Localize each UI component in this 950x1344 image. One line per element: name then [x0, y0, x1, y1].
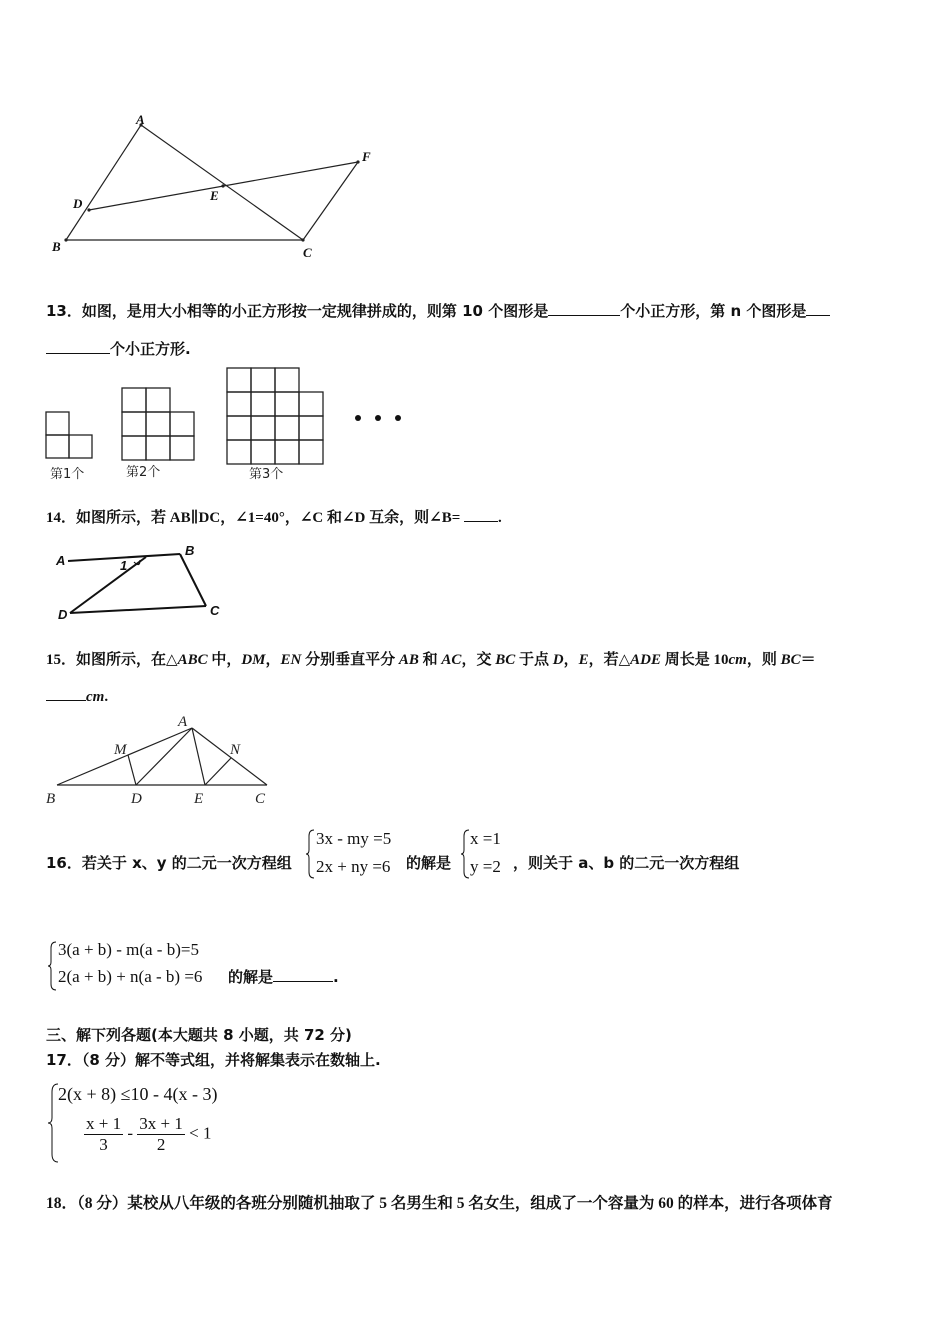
figure-label-2: 第2个: [126, 465, 161, 480]
label-c: C: [210, 603, 220, 618]
figure-triangle-abc-def: [40, 110, 390, 260]
section-3-title: 三、解下列各题(本大题共 8 小题，共 72 分): [46, 1026, 352, 1044]
solution-line2: y =2: [470, 857, 501, 876]
answer-blank[interactable]: [46, 339, 110, 354]
question-16-text3: ，则关于 a、b 的二元一次方程组: [513, 854, 740, 872]
question-13-line1: 13．如图，是用大小相等的小正方形按一定规律拼成的，则第 10 个图形是 个小正方形，第 n 个图形是: [46, 300, 830, 321]
label-d: D: [58, 607, 68, 622]
system-1-line1: 3x - my =5: [316, 829, 392, 848]
label-b: B: [185, 543, 195, 558]
label-f: F: [362, 149, 371, 164]
system-1-line2: 2x + ny =6: [316, 857, 391, 876]
answer-blank[interactable]: [464, 507, 498, 522]
fraction: $\frac{x + 1}{3}$: [86, 1114, 122, 1154]
system-2-line2: 2(a + b) + n(a - b) =6: [58, 967, 203, 986]
question-15-line2: cm.: [46, 686, 108, 706]
answer-blank[interactable]: [46, 686, 86, 701]
answer-blank[interactable]: [806, 301, 830, 316]
label-e: E: [194, 791, 204, 807]
ellipsis-dot: [375, 415, 381, 421]
question-16-line1: 16．若关于 x、y 的二元一次方程组: [46, 854, 292, 872]
figure-label-1: 第1个: [50, 467, 85, 482]
label-a: A: [56, 553, 66, 568]
brace-icon: [306, 828, 316, 880]
figure-label-3: 第3个: [249, 467, 284, 482]
answer-blank[interactable]: [548, 301, 620, 316]
question-16-text2: 的解是: [406, 854, 452, 872]
label-a: A: [178, 714, 188, 730]
ellipsis-dot: [395, 415, 401, 421]
question-17: 17．（8 分）解不等式组，并将解集表示在数轴上.: [46, 1051, 381, 1069]
figure-trapezoid-abcd: [48, 540, 238, 630]
question-14: 14．如图所示，若 AB∥DC，∠1=40°，∠C 和∠D 互余，则∠B= .: [46, 506, 502, 527]
answer-blank[interactable]: [273, 967, 333, 982]
figure-square-patterns: [40, 364, 420, 484]
label-m: M: [114, 742, 127, 758]
label-b: B: [52, 239, 61, 254]
label-c: C: [303, 245, 312, 260]
figure-triangle-abc-mn: [40, 712, 280, 807]
label-c: C: [255, 791, 266, 807]
label-b: B: [46, 791, 56, 807]
question-15-line1: 15．如图所示，在△ABC 中，DM，EN 分别垂直平分 AB 和 AC，交 BC 于点 D，E，若△ADE 周长是 10cm，则 BC＝: [46, 652, 816, 668]
inequality-1: 2(x + 8) ≤10 - 4(x - 3): [58, 1084, 218, 1104]
question-16-text4: 的解是 .: [228, 968, 339, 986]
label-d: D: [73, 196, 83, 211]
question-13-line2: 个小正方形.: [46, 338, 191, 359]
angle-1-label: 1: [120, 558, 128, 573]
label-d: D: [131, 791, 142, 807]
brace-icon: [48, 940, 58, 992]
inequality-2: $\frac{x + 1}{3}$ - $\frac{3x + 1}{2}$ < 1: [86, 1114, 212, 1154]
label-e: E: [210, 188, 219, 203]
ellipsis-dot: [355, 415, 361, 421]
solution-line1: x =1: [470, 829, 501, 848]
label-a: A: [136, 112, 145, 127]
fraction: $\frac{3x + 1}{2}$: [139, 1114, 183, 1154]
system-2-line1: 3(a + b) - m(a - b)=5: [58, 940, 199, 959]
label-n: N: [230, 742, 241, 758]
question-18: 18．（8 分）某校从八年级的各班分别随机抽取了 5 名男生和 5 名女生，组成了一个容量为 60 的样本，进行各项体育: [46, 1195, 833, 1212]
